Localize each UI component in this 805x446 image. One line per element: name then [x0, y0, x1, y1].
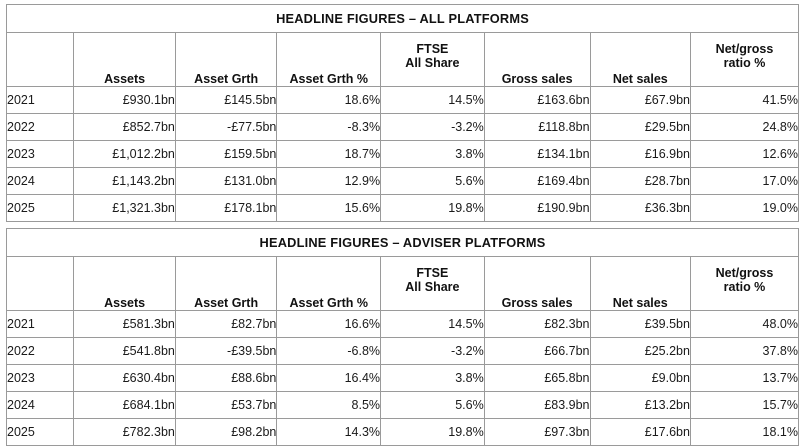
table-title-row: [7, 5, 799, 33]
cell-net-sales: £28.7bn: [590, 168, 690, 195]
cell-gross-sales: £82.3bn: [484, 311, 590, 338]
column-header-gross-sales: [484, 257, 590, 311]
column-header-blank: [7, 257, 74, 311]
column-header-label: Assets: [104, 72, 146, 86]
cell-net-sales: £9.0bn: [590, 365, 690, 392]
column-header-net-gross-ratio: [690, 257, 798, 311]
cell-asset-growth-pct: 18.7%: [277, 141, 381, 168]
cell-assets: £852.7bn: [74, 114, 176, 141]
cell-assets: £930.1bn: [74, 87, 176, 114]
column-header-label-line2: ratio %: [723, 280, 766, 294]
cell-net-gross-ratio: 24.8%: [691, 114, 799, 141]
cell-assets: £782.3bn: [74, 419, 176, 446]
cell-net-gross-ratio: 41.5%: [691, 87, 799, 114]
cell-ftse-all-share: 19.8%: [381, 195, 485, 222]
cell-assets: £581.3bn: [74, 311, 176, 338]
column-header-gross-sales: [484, 33, 590, 87]
row-year: 2023: [7, 141, 74, 168]
cell-gross-sales: £83.9bn: [484, 392, 590, 419]
cell-asset-growth-pct: 8.5%: [277, 392, 381, 419]
column-header-label: Gross sales: [501, 296, 573, 310]
cell-gross-sales: £169.4bn: [484, 168, 590, 195]
column-header-assets: [74, 257, 176, 311]
cell-asset-growth: -£77.5bn: [175, 114, 277, 141]
cell-ftse-all-share: 5.6%: [381, 168, 485, 195]
cell-asset-growth-pct: 15.6%: [277, 195, 381, 222]
cell-net-gross-ratio: 17.0%: [691, 168, 799, 195]
table-row: [7, 419, 799, 446]
cell-assets: £684.1bn: [74, 392, 176, 419]
column-header-net-sales: [590, 257, 690, 311]
cell-gross-sales: £97.3bn: [484, 419, 590, 446]
cell-asset-growth-pct: 16.6%: [277, 311, 381, 338]
cell-asset-growth-pct: -6.8%: [277, 338, 381, 365]
row-year: 2025: [7, 195, 74, 222]
cell-gross-sales: £118.8bn: [484, 114, 590, 141]
cell-asset-growth-pct: 18.6%: [277, 87, 381, 114]
cell-net-sales: £36.3bn: [590, 195, 690, 222]
cell-net-gross-ratio: 37.8%: [690, 338, 798, 365]
cell-asset-growth: £145.5bn: [175, 87, 277, 114]
row-year: 2024: [7, 392, 74, 419]
cell-net-sales: £67.9bn: [590, 87, 690, 114]
table-row: [7, 338, 799, 365]
cell-net-sales: £39.5bn: [590, 311, 690, 338]
cell-gross-sales: £190.9bn: [484, 195, 590, 222]
column-header-asset-growth-pct: [277, 257, 381, 311]
cell-net-sales: £17.6bn: [590, 419, 690, 446]
cell-net-sales: £16.9bn: [590, 141, 690, 168]
column-header-label-line2: ratio %: [723, 56, 766, 70]
cell-asset-growth-pct: -8.3%: [277, 114, 381, 141]
table-header-row: [7, 257, 799, 311]
column-header-label: Asset Grth: [194, 72, 259, 86]
column-header-assets: [74, 33, 176, 87]
column-header-label: Asset Grth: [194, 296, 259, 310]
column-header-asset-growth-pct: [277, 33, 381, 87]
column-header-ftse-all-share: [381, 257, 485, 311]
cell-asset-growth: £178.1bn: [175, 195, 277, 222]
table-row: [7, 114, 799, 141]
column-header-label-line1: Net/gross: [715, 266, 774, 280]
column-header-asset-growth: [175, 257, 277, 311]
column-header-blank: [7, 33, 74, 87]
column-header-asset-growth: [175, 33, 277, 87]
column-header-label-line1: FTSE: [416, 42, 449, 56]
column-header-net-sales: [590, 33, 690, 87]
column-header-label: Assets: [104, 296, 146, 310]
cell-asset-growth-pct: 14.3%: [277, 419, 381, 446]
column-header-label-line2: All Share: [405, 56, 460, 70]
cell-asset-growth: £82.7bn: [175, 311, 277, 338]
cell-net-gross-ratio: 48.0%: [690, 311, 798, 338]
cell-ftse-all-share: 14.5%: [381, 311, 485, 338]
column-header-label: Asset Grth %: [289, 296, 368, 310]
cell-ftse-all-share: 5.6%: [381, 392, 485, 419]
table-title-row: [7, 229, 799, 257]
row-year: 2022: [7, 338, 74, 365]
cell-ftse-all-share: -3.2%: [381, 338, 485, 365]
column-header-net-gross-ratio: [691, 33, 799, 87]
cell-assets: £541.8bn: [74, 338, 176, 365]
table-header-row: [7, 33, 799, 87]
headline-figures-all-platforms-table: [6, 4, 799, 222]
cell-ftse-all-share: 3.8%: [381, 141, 485, 168]
cell-asset-growth: £131.0bn: [175, 168, 277, 195]
table-title: HEADLINE FIGURES – ADVISER PLATFORMS: [7, 229, 799, 257]
column-header-label: Net sales: [612, 296, 668, 310]
row-year: 2021: [7, 87, 74, 114]
cell-asset-growth: £53.7bn: [175, 392, 277, 419]
column-header-label-line1: FTSE: [416, 266, 449, 280]
cell-asset-growth: -£39.5bn: [175, 338, 277, 365]
cell-assets: £1,321.3bn: [74, 195, 176, 222]
cell-assets: £1,143.2bn: [74, 168, 176, 195]
headline-figures-adviser-platforms-table: [6, 228, 799, 446]
row-year: 2021: [7, 311, 74, 338]
row-year: 2024: [7, 168, 74, 195]
column-header-label: Gross sales: [501, 72, 573, 86]
row-year: 2023: [7, 365, 74, 392]
cell-gross-sales: £65.8bn: [484, 365, 590, 392]
cell-assets: £1,012.2bn: [74, 141, 176, 168]
table-row: [7, 311, 799, 338]
cell-ftse-all-share: -3.2%: [381, 114, 485, 141]
cell-gross-sales: £163.6bn: [484, 87, 590, 114]
cell-asset-growth: £88.6bn: [175, 365, 277, 392]
column-header-label-line1: Net/gross: [715, 42, 774, 56]
cell-gross-sales: £134.1bn: [484, 141, 590, 168]
cell-net-gross-ratio: 12.6%: [691, 141, 799, 168]
cell-assets: £630.4bn: [74, 365, 176, 392]
cell-ftse-all-share: 19.8%: [381, 419, 485, 446]
cell-net-gross-ratio: 13.7%: [690, 365, 798, 392]
table-row: [7, 168, 799, 195]
cell-ftse-all-share: 3.8%: [381, 365, 485, 392]
cell-gross-sales: £66.7bn: [484, 338, 590, 365]
table-row: [7, 195, 799, 222]
column-header-ftse-all-share: [381, 33, 485, 87]
table-row: [7, 392, 799, 419]
cell-net-gross-ratio: 18.1%: [690, 419, 798, 446]
cell-net-gross-ratio: 19.0%: [691, 195, 799, 222]
column-header-label-line2: All Share: [405, 280, 460, 294]
cell-net-sales: £13.2bn: [590, 392, 690, 419]
row-year: 2022: [7, 114, 74, 141]
cell-ftse-all-share: 14.5%: [381, 87, 485, 114]
column-header-label: Asset Grth %: [289, 72, 368, 86]
cell-net-sales: £25.2bn: [590, 338, 690, 365]
table-row: [7, 87, 799, 114]
cell-asset-growth-pct: 16.4%: [277, 365, 381, 392]
cell-net-gross-ratio: 15.7%: [690, 392, 798, 419]
table-row: [7, 365, 799, 392]
table-row: [7, 141, 799, 168]
table-title: HEADLINE FIGURES – ALL PLATFORMS: [7, 5, 799, 33]
cell-asset-growth: £159.5bn: [175, 141, 277, 168]
column-header-label: Net sales: [612, 72, 668, 86]
cell-asset-growth: £98.2bn: [175, 419, 277, 446]
cell-asset-growth-pct: 12.9%: [277, 168, 381, 195]
row-year: 2025: [7, 419, 74, 446]
cell-net-sales: £29.5bn: [590, 114, 690, 141]
